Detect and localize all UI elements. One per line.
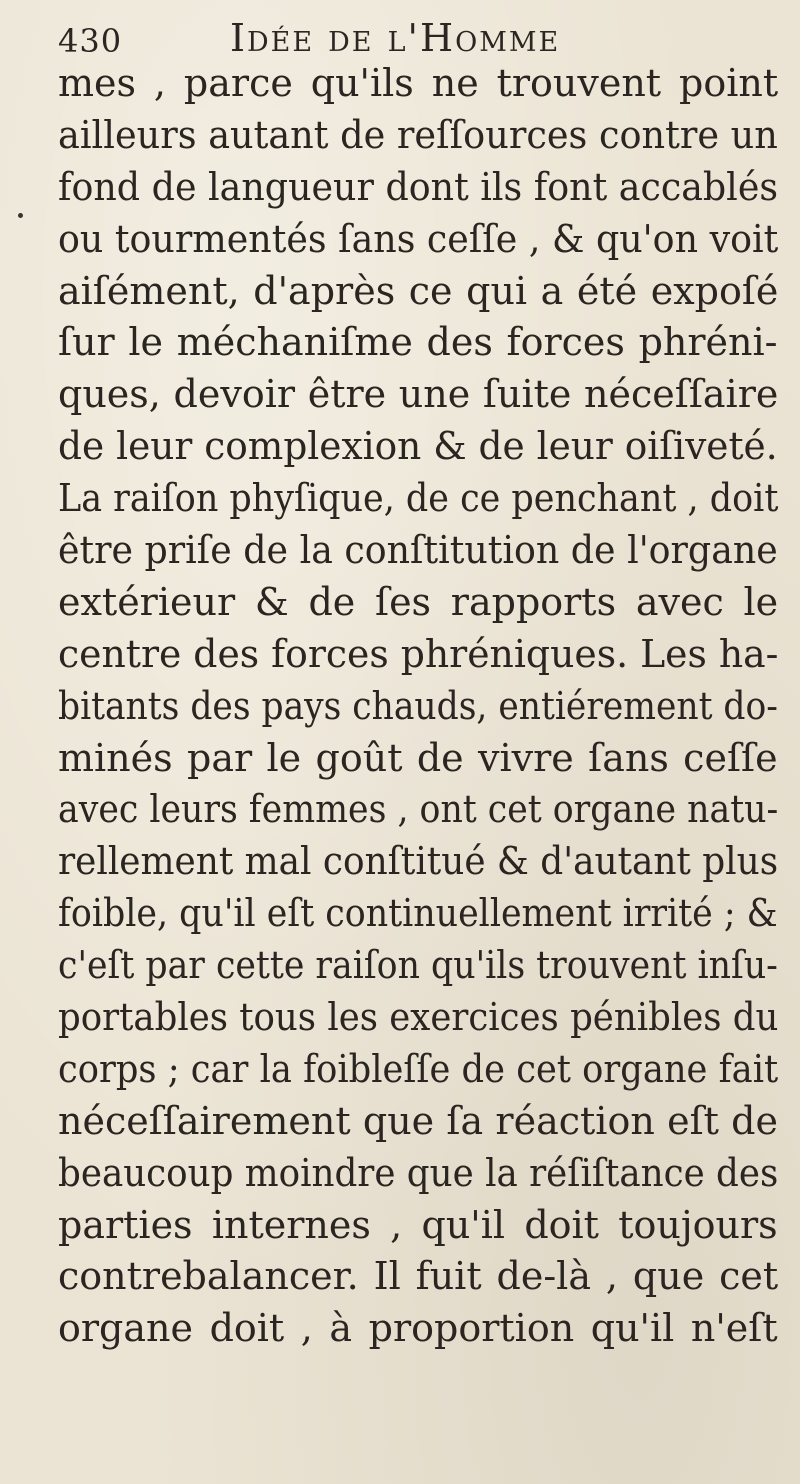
- text-line: être priſe de la conſtitution de l'organe: [58, 528, 778, 573]
- text-line: ailleurs autant de reſſources contre un: [58, 112, 778, 157]
- text-line: fond de langueur dont ils font accablés: [58, 164, 779, 209]
- running-title: Idée de l'Homme: [230, 16, 561, 60]
- text-line: ſur le méchaniſme des forces phréni-: [58, 320, 778, 365]
- text-line: corps ; car la foibleſſe de cet organe fait: [58, 1046, 779, 1091]
- text-line: ou tourmentés ſans ceſſe , & qu'on voit: [58, 216, 779, 261]
- text-line: beaucoup moindre que la réſiſtance des: [58, 1150, 779, 1195]
- text-line: avec leurs femmes , ont cet organe natu-: [58, 787, 779, 832]
- text-line: contrebalancer. Il fuit de-là , que cet: [58, 1254, 779, 1299]
- text-line: extérieur & de ſes rapports avec le: [58, 579, 779, 624]
- page-number: 430: [58, 22, 123, 60]
- text-line: bitants des pays chauds, entiérement do-: [58, 683, 778, 728]
- text-line: La raiſon phyſique, de ce penchant , doit: [58, 476, 779, 521]
- text-line: aiſément, d'après ce qui a été expoſé: [58, 268, 779, 313]
- page-header: [58, 10, 758, 58]
- text-line: foible, qu'il eſt continuellement irrité ; &: [58, 891, 778, 936]
- text-line: parties internes , qu'il doit toujours: [58, 1202, 778, 1247]
- text-line: néceſſairement que ſa réaction eſt de: [58, 1098, 778, 1143]
- text-line: de leur complexion & de leur oiſiveté.: [58, 424, 778, 469]
- text-line: centre des forces phréniques. Les ha-: [58, 631, 779, 676]
- text-line: minés par le goût de vivre ſans ceſſe: [58, 735, 778, 780]
- text-line: rellement mal conſtitué & d'autant plus: [58, 839, 779, 884]
- text-line: portables tous les exercices pénibles du: [58, 995, 779, 1040]
- body-text: [58, 58, 778, 1355]
- text-line: mes , parce qu'ils ne trouvent point: [58, 61, 779, 105]
- ink-speck: [18, 213, 23, 218]
- text-line: ques, devoir être une ſuite néceſſaire: [58, 372, 779, 417]
- text-line: c'eſt par cette raiſon qu'ils trouvent inſu-: [58, 943, 778, 988]
- text-line: organe doit , à proportion qu'il n'eſt: [58, 1306, 778, 1351]
